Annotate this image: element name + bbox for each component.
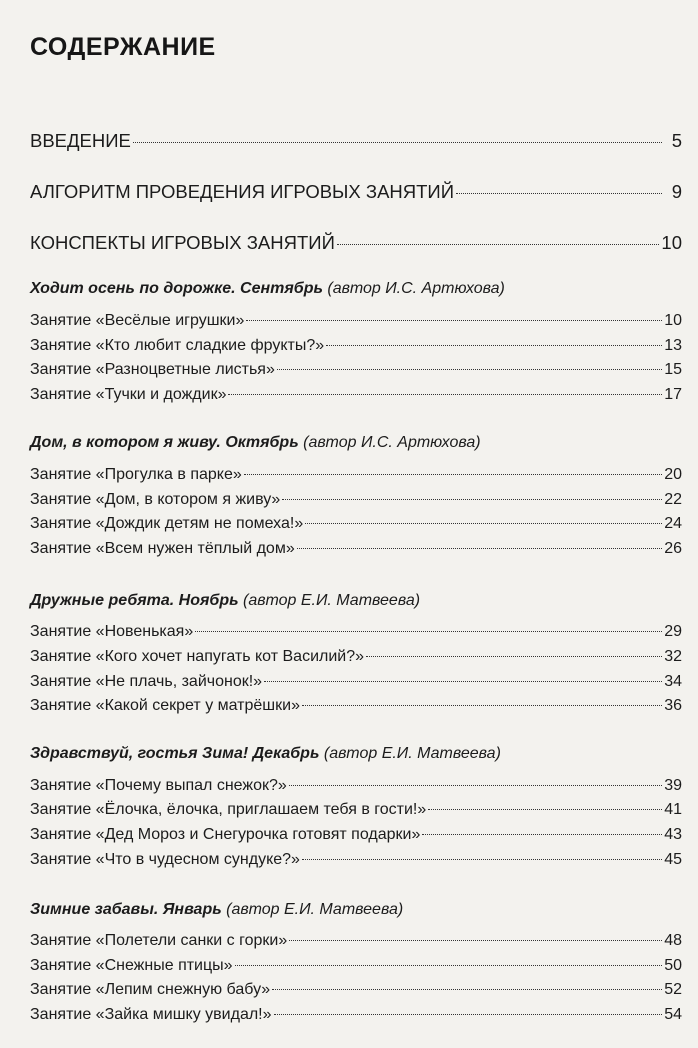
entry-page: 10 [664,312,682,329]
entry-label: АЛГОРИТМ ПРОВЕДЕНИЯ ИГРОВЫХ ЗАНЯТИЙ [30,181,455,202]
dot-leader [235,964,662,966]
entry-page: 41 [664,801,682,818]
entry-label: Занятие «Прогулка в парке» [30,466,242,483]
dot-leader [195,630,662,632]
toc-entry[interactable] [30,673,682,691]
toc-entry[interactable] [30,623,682,641]
dot-leader [133,141,662,143]
toc-entry[interactable] [30,777,682,795]
entry-page: 20 [664,466,682,483]
section-heading [30,592,682,610]
dot-leader [277,368,662,370]
entry-label: Занятие «Весёлые игрушки» [30,312,245,329]
dot-leader [366,655,662,657]
entry-page: 32 [664,648,682,665]
toc-major-entry[interactable] [30,130,682,152]
section-author: (автор Е.И. Матвеева) [238,592,421,609]
entry-label: Занятие «Лепим снежную бабу» [30,981,271,998]
entry-label: Занятие «Какой секрет у матрёшки» [30,697,300,714]
dot-leader [326,344,662,346]
toc-entry[interactable] [30,981,682,999]
dot-leader [302,858,662,860]
toc-major-entry[interactable] [30,232,682,254]
dot-leader [246,319,662,321]
section-heading [30,434,682,452]
dot-leader [305,522,662,524]
dot-leader [244,473,662,475]
entry-page: 5 [671,130,682,151]
toc-entry[interactable] [30,648,682,666]
entry-page: 17 [664,386,682,403]
section-author: (автор И.С. Артюхова) [298,434,481,451]
dot-leader [428,808,662,810]
toc-entry[interactable] [30,386,682,404]
entry-page: 52 [664,981,682,998]
entry-label: Занятие «Дождик детям не помеха!» [30,515,304,532]
toc-entry[interactable] [30,515,682,533]
entry-label: ВВЕДЕНИЕ [30,130,131,151]
entry-page: 15 [664,361,682,378]
entry-label: Занятие «Дед Мороз и Снегурочка готовят подарки» [30,826,421,843]
dot-leader [302,704,662,706]
toc-entry[interactable] [30,1006,682,1024]
entry-label: Занятие «Зайка мишку увидал!» [30,1006,272,1023]
entry-label: Занятие «Ёлочка, ёлочка, приглашаем тебя в гости!» [30,801,427,818]
section-heading [30,280,682,298]
entry-page: 29 [664,623,682,640]
toc-entry[interactable] [30,697,682,715]
section-title: Здравствуй, гостья Зима! Декабрь [30,745,320,762]
toc-entry[interactable] [30,826,682,844]
section-author: (автор И.С. Артюхова) [322,280,505,297]
entry-label: Занятие «Почему выпал снежок?» [30,777,287,794]
entry-label: Занятие «Кто любит сладкие фрукты?» [30,337,325,354]
entry-label: Занятие «Снежные птицы» [30,957,233,974]
toc-entry[interactable] [30,801,682,819]
entry-page: 9 [671,181,682,202]
dot-leader [274,1013,662,1015]
entry-label: Занятие «Дом, в котором я живу» [30,491,281,508]
dot-leader [289,784,662,786]
toc-entry[interactable] [30,337,682,355]
toc-entry[interactable] [30,312,682,330]
dot-leader [228,393,662,395]
entry-page: 34 [664,673,682,690]
toc-entry[interactable] [30,361,682,379]
entry-page: 54 [664,1006,682,1023]
dot-leader [456,192,662,194]
section-heading [30,745,682,763]
section-title: Зимние забавы. Январь [30,901,222,918]
section-heading [30,901,682,919]
entry-page: 10 [661,232,682,253]
dot-leader [264,680,662,682]
entry-label: Занятие «Всем нужен тёплый дом» [30,540,295,557]
dot-leader [282,498,662,500]
entry-page: 43 [664,826,682,843]
entry-label: Занятие «Тучки и дождик» [30,386,227,403]
entry-page: 50 [664,957,682,974]
toc-entry[interactable] [30,932,682,950]
dot-leader [272,988,662,990]
toc-major-entry[interactable] [30,181,682,203]
entry-page: 45 [664,851,682,868]
entry-label: Занятие «Полетели санки с горки» [30,932,288,949]
entry-page: 48 [664,932,682,949]
entry-page: 36 [664,697,682,714]
entry-page: 24 [664,515,682,532]
entry-page: 13 [664,337,682,354]
section-title: Ходит осень по дорожке. Сентябрь [30,280,323,297]
entry-page: 39 [664,777,682,794]
dot-leader [337,243,660,245]
dot-leader [422,833,662,835]
dot-leader [297,547,662,549]
entry-label: Занятие «Что в чудесном сундуке?» [30,851,300,868]
section-author: (автор Е.И. Матвеева) [319,745,501,762]
entry-label: Занятие «Новенькая» [30,623,194,640]
entry-label: КОНСПЕКТЫ ИГРОВЫХ ЗАНЯТИЙ [30,232,335,253]
entry-page: 26 [664,540,682,557]
section-title: Дружные ребята. Ноябрь [30,592,239,609]
entry-label: Занятие «Кого хочет напугать кот Василий?» [30,648,365,665]
toc-entry[interactable] [30,851,682,869]
page-title: СОДЕРЖАНИЕ [30,33,216,61]
toc-entry[interactable] [30,491,682,509]
toc-entry[interactable] [30,540,682,558]
entry-page: 22 [664,491,682,508]
dot-leader [289,939,662,941]
toc-entry[interactable] [30,957,682,975]
section-title: Дом, в котором я живу. Октябрь [30,434,299,451]
toc-entry[interactable] [30,466,682,484]
section-author: (автор Е.И. Матвеева) [221,901,404,918]
entry-label: Занятие «Разноцветные листья» [30,361,275,378]
entry-label: Занятие «Не плачь, зайчонок!» [30,673,263,690]
